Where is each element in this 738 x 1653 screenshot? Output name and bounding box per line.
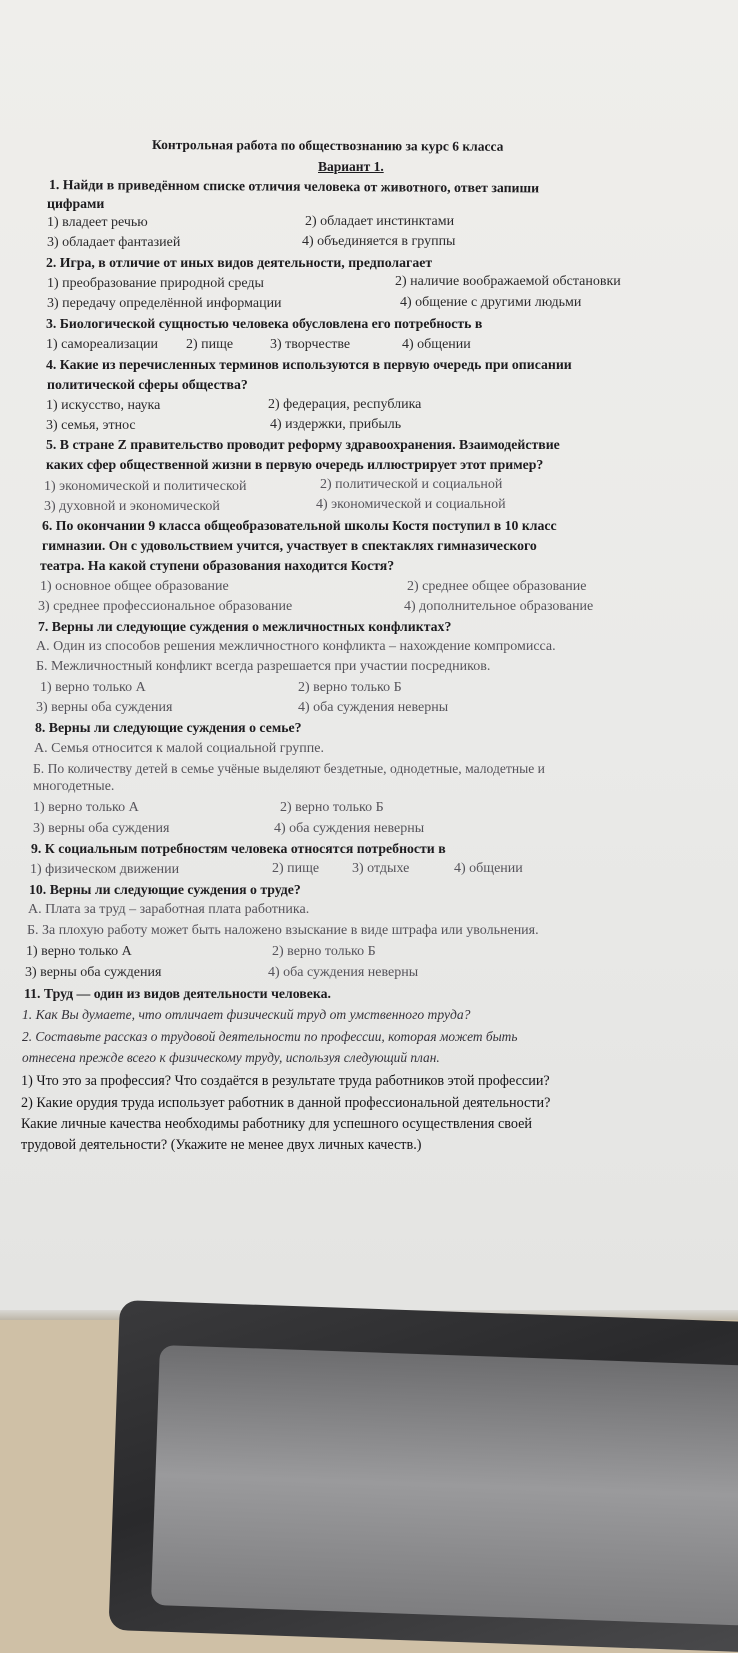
q4-option-1: 1) искусство, наука [46,398,161,413]
q4-option-3: 3) семья, этнос [46,418,136,433]
q1-option-2: 2) обладает инстинктами [305,214,455,229]
question-4-cont: политической сферы общества? [47,377,248,392]
question-1-cont: цифрами [47,196,105,211]
q11-task-2: 2. Составьте рассказ о трудовой деятельности по профессии, которая может быть [22,1029,518,1044]
q9-option-1: 1) физическом движении [30,862,180,877]
q8-option-1: 1) верно только А [33,800,139,815]
question-10: 10. Верны ли следующие суждения о труде? [29,882,301,897]
variant-label: Вариант 1. [318,159,384,174]
q4-option-2: 2) федерация, республика [268,397,422,412]
question-9: 9. К социальным потребностям человека относятся потребности в [31,841,446,856]
q9-option-3: 3) отдыхе [352,861,410,876]
q9-option-2: 2) пище [272,861,320,876]
q9-option-4: 4) общении [454,861,523,876]
q10-option-2: 2) верно только Б [272,944,376,959]
q11-plan-2: 2) Какие орудия труда использует работник в данной профессиональной деятельности? [21,1095,551,1111]
q8-option-3: 3) верны оба суждения [33,821,170,836]
q7-option-3: 3) верны оба суждения [36,700,173,715]
q11-task-2-cont: отнесена прежде всего к физическому труду, используя следующий план. [22,1050,440,1065]
q6-option-3: 3) среднее профессиональное образование [38,599,293,614]
tray-inner-surface [151,1345,738,1626]
q11-plan-4: трудовой деятельности? (Укажите не менее двух личных качеств.) [21,1137,422,1153]
q11-plan-3: Какие личные качества необходимы работнику для успешного осуществления своей [21,1116,533,1132]
q8-statement-b-cont: многодетные. [33,779,115,794]
q4-option-4: 4) издержки, прибыль [270,417,402,432]
q3-option-3: 3) творчестве [270,337,351,352]
q7-statement-a: А. Один из способов решения межличностного конфликта – нахождение компромисса. [36,639,556,654]
q8-option-2: 2) верно только Б [280,800,384,815]
q5-option-4: 4) экономической и социальной [316,497,506,512]
document-title: Контрольная работа по обществознанию за курс 6 класса [151,137,504,154]
question-3: 3. Биологической сущностью человека обусловлена его потребность в [46,316,483,331]
q10-option-1: 1) верно только А [26,944,132,959]
q10-option-4: 4) оба суждения неверны [268,965,419,980]
q6-option-4: 4) дополнительное образование [404,599,594,614]
question-5: 5. В стране Z правительство проводит реформу здравоохранения. Взаимодействие [46,437,560,452]
question-8: 8. Верны ли следующие суждения о семье? [35,720,302,735]
q1-option-4: 4) объединяется в группы [302,234,456,249]
q7-option-2: 2) верно только Б [298,680,402,695]
q1-option-1: 1) владеет речью [47,215,148,230]
question-5-cont: каких сфер общественной жизни в первую очередь иллюстрирует этот пример? [46,457,544,472]
q3-option-2: 2) пище [186,337,234,352]
question-11: 11. Труд — один из видов деятельности человека. [24,986,331,1001]
q3-option-1: 1) самореализации [46,337,159,352]
q11-plan-1: 1) Что это за профессия? Что создаётся в результате труда работников этой профессии? [21,1073,550,1089]
q8-option-4: 4) оба суждения неверны [274,821,425,836]
q7-option-1: 1) верно только А [40,680,146,695]
q2-option-2: 2) наличие воображаемой обстановки [395,274,621,289]
question-7: 7. Верны ли следующие суждения о межличностных конфликтах? [38,619,452,634]
q6-option-2: 2) среднее общее образование [407,579,587,594]
q10-statement-a: А. Плата за труд – заработная плата работника. [28,902,310,917]
q10-statement-b: Б. За плохую работу может быть наложено взыскание в виде штрафа или увольнения. [27,923,539,938]
question-1: 1. Найди в приведённом списке отличия человека от животного, ответ запиши [48,177,540,196]
q5-option-2: 2) политической и социальной [320,477,503,492]
q7-option-4: 4) оба суждения неверны [298,700,449,715]
question-6-cont: гимназии. Он с удовольствием учится, участвует в спектаклях гимназического [42,538,537,553]
q1-option-3: 3) обладает фантазией [47,235,181,250]
q2-option-3: 3) передачу определённой информации [47,296,282,311]
q2-option-1: 1) преобразование природной среды [47,276,264,291]
q5-option-3: 3) духовной и экономической [44,499,220,514]
q10-option-3: 3) верны оба суждения [25,965,162,980]
question-4: 4. Какие из перечисленных терминов используются в первую очередь при описании [46,357,572,372]
q7-statement-b: Б. Межличностный конфликт всегда разрешается при участии посредников. [36,659,491,674]
q8-statement-b: Б. По количеству детей в семье учёные выделяют бездетные, однодетные, малодетные и [33,761,545,776]
q3-option-4: 4) общении [402,337,471,352]
question-2: 2. Игра, в отличие от иных видов деятельности, предполагает [46,255,433,270]
q8-statement-a: А. Семья относится к малой социальной группе. [34,741,324,756]
question-6-cont2: театра. На какой ступени образования находится Костя? [40,558,395,573]
question-6: 6. По окончании 9 класса общеобразовательной школы Костя поступил в 10 класс [42,518,557,533]
q11-task-1: 1. Как Вы думаете, что отличает физический труд от умственного труда? [22,1007,471,1022]
q5-option-1: 1) экономической и политической [44,479,247,494]
q6-option-1: 1) основное общее образование [40,579,229,594]
q2-option-4: 4) общение с другими людьми [400,295,582,310]
